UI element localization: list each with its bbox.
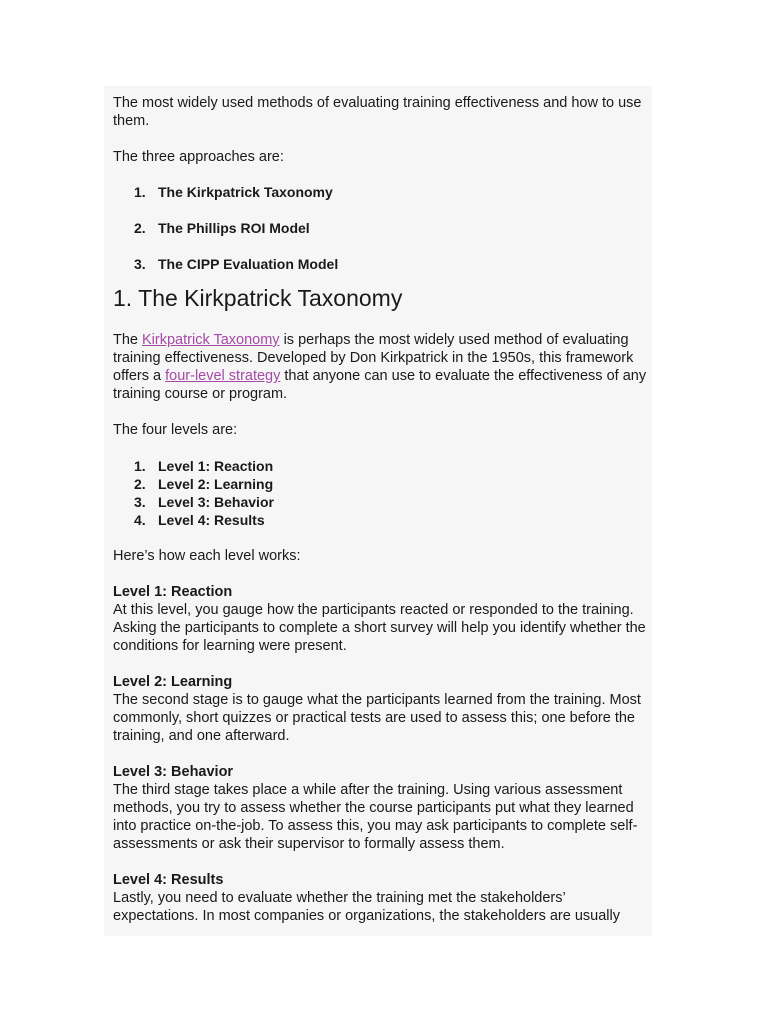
level-detail-learning	[113, 673, 649, 745]
list-number: 1.	[134, 184, 146, 200]
list-item	[113, 183, 649, 201]
kirkpatrick-taxonomy-link[interactable]: Kirkpatrick Taxonomy	[142, 332, 280, 348]
list-number: 2.	[134, 476, 146, 492]
approaches-label: The three approaches are:	[113, 149, 284, 165]
level-detail-results	[113, 871, 649, 925]
list-number: 2.	[134, 220, 146, 236]
list-item-label: Level 4: Results	[158, 512, 265, 528]
level-heading: Level 1: Reaction	[113, 584, 233, 600]
paragraph-text: is perhaps the most widely used method of evaluating training effectiveness. Developed by Don Kirkpatrick in the 1950s, this framework offers a	[113, 332, 634, 384]
list-item-label: The CIPP Evaluation Model	[158, 256, 339, 272]
list-item-label: Level 3: Behavior	[158, 494, 274, 510]
paragraph-text: The	[113, 332, 143, 348]
list-item	[113, 493, 649, 511]
list-item	[113, 219, 649, 237]
list-number: 1.	[134, 458, 146, 474]
list-item	[113, 511, 649, 529]
level-detail-reaction	[113, 583, 649, 655]
levels-list	[113, 457, 649, 529]
document-body	[104, 86, 652, 936]
list-item	[113, 475, 649, 493]
section-heading: 1. The Kirkpatrick Taxonomy	[113, 285, 403, 311]
list-item-label: The Kirkpatrick Taxonomy	[158, 184, 333, 200]
level-heading: Level 2: Learning	[113, 674, 233, 690]
level-body: The third stage takes place a while after the training. Using various assessment methods, you try to assess whether the course participants put what they learned into practice on-the-job. To assess this, you may ask participants to complete self-assessments or ask their supervisor to formally assess them.	[113, 782, 638, 852]
level-body: The second stage is to gauge what the participants learned from the training. Most commonly, short quizzes or practical tests are used to assess this; one before the training, and one afterward.	[113, 692, 641, 744]
levels-label: The four levels are:	[113, 422, 238, 438]
list-item-label: The Phillips ROI Model	[158, 220, 310, 236]
intro-paragraph: The most widely used methods of evaluating training effectiveness and how to use them.	[113, 95, 642, 129]
kirkpatrick-paragraph	[113, 331, 649, 403]
document-content	[113, 94, 649, 936]
list-number: 3.	[134, 256, 146, 272]
level-heading: Level 4: Results	[113, 872, 224, 888]
list-number: 4.	[134, 512, 146, 528]
level-detail-behavior	[113, 763, 649, 853]
level-heading: Level 3: Behavior	[113, 764, 234, 780]
list-number: 3.	[134, 494, 146, 510]
list-item-label: Level 2: Learning	[158, 476, 274, 492]
list-item	[113, 255, 649, 273]
list-item-label: Level 1: Reaction	[158, 458, 274, 474]
paragraph-text: that anyone can use to evaluate the effectiveness of any training course or program.	[113, 368, 647, 402]
level-body: Lastly, you need to evaluate whether the training met the stakeholders’ expectations. In most companies or organizations, the stakeholders are usually	[113, 890, 620, 924]
level-body: At this level, you gauge how the participants reacted or responded to the training. Asking the participants to complete a short survey will help you identify whether the conditions for learning were present.	[113, 602, 646, 654]
approaches-list	[113, 183, 649, 273]
how-label: Here’s how each level works:	[113, 548, 301, 564]
four-level-strategy-link[interactable]: four-level strategy	[165, 368, 281, 384]
list-item	[113, 457, 649, 475]
